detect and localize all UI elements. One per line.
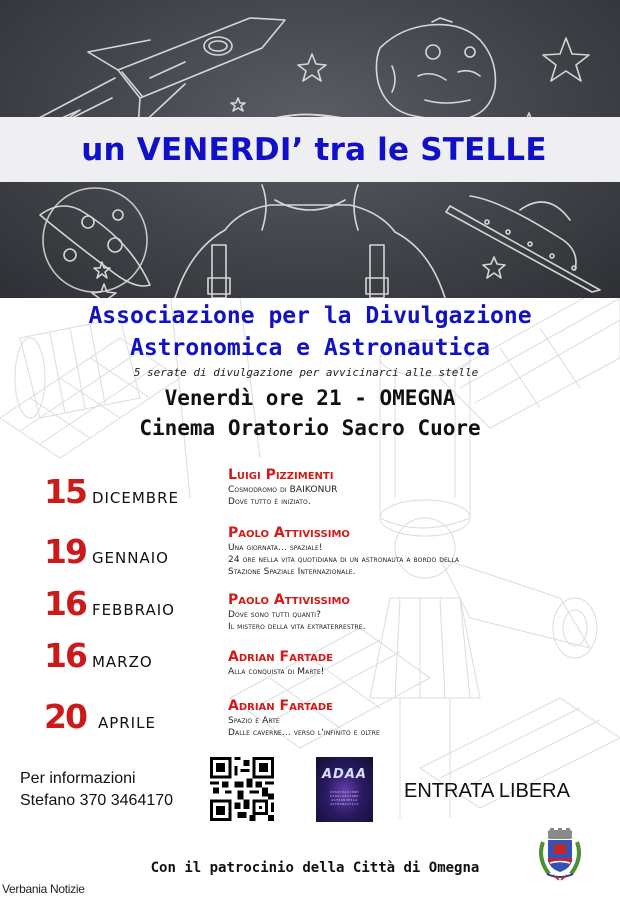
event-title: un VENERDI’ tra le STELLE	[81, 131, 547, 168]
event-talk	[228, 524, 459, 578]
series-subtitle: 5 serate di divulgazione per avvicinarci alle stelle	[133, 366, 479, 379]
event-speaker: Luigi Pizzimenti	[228, 467, 334, 483]
event-description-line: Dalle caverne... verso l'infinito e oltre	[228, 728, 380, 738]
event-description-line: 24 ore nella vita quotidiana di un astronauta a bordo della	[228, 555, 460, 565]
event-speaker: Paolo Attivissimo	[228, 592, 350, 608]
contact-phone: Stefano 370 3464170	[20, 792, 174, 809]
event-description-line: Cosmodromo di BAIKONUR	[228, 485, 338, 495]
event-description-line: Una giornata... spaziale!	[228, 543, 323, 553]
association-name-line2: Astronomica e Astronautica	[129, 335, 491, 361]
event-description-line: Dove sono tutti quanti?	[228, 610, 322, 620]
event-month: FEBBRAIO	[91, 601, 175, 619]
patronage-text: Con il patrocinio della Città di Omegna	[150, 860, 480, 876]
qr-code-icon[interactable]	[210, 757, 274, 821]
event-description-line: Spazio e Arte	[228, 716, 280, 726]
adaa-logo-subtext: ASSOCIAZIONE DIVULGAZIONE ASTRONOMICA ASTRONAUTICA	[330, 790, 359, 806]
event-day: 15	[44, 472, 86, 511]
event-month: DICEMBRE	[91, 489, 179, 507]
source-watermark: Verbania Notizie	[2, 882, 85, 896]
event-talk	[228, 648, 333, 678]
patronage-line	[0, 860, 620, 876]
event-day: 16	[44, 636, 86, 675]
event-speaker: Paolo Attivissimo	[228, 525, 350, 541]
contact-info	[20, 768, 173, 812]
event-date	[44, 697, 156, 736]
event-month: GENNAIO	[91, 549, 169, 567]
venue-name: Cinema Oratorio Sacro Cuore	[139, 416, 481, 440]
event-speaker: Adrian Fartade	[228, 649, 334, 665]
event-talk	[228, 466, 338, 508]
event-day: 20	[44, 697, 86, 736]
event-description-line: Alla conquista di Marte!	[228, 667, 325, 677]
adaa-logo-mark: ADAA	[322, 767, 367, 782]
event-date	[44, 472, 179, 511]
event-date	[44, 584, 175, 623]
event-day: 16	[44, 584, 86, 623]
event-month: APRILE	[97, 714, 156, 732]
event-description-line: Stazione Spaziale Internazionale.	[228, 567, 356, 577]
event-day: 19	[44, 532, 86, 571]
adaa-logo	[316, 757, 373, 822]
event-date	[44, 532, 169, 571]
event-speaker: Adrian Fartade	[228, 698, 334, 714]
event-talk	[228, 591, 366, 633]
omegna-coat-of-arms-icon	[535, 828, 585, 882]
event-description-line: Il mistero della vita extraterrestre.	[228, 622, 366, 632]
event-date	[44, 636, 153, 675]
event-talk	[228, 697, 380, 739]
schedule-time-location: Venerdì ore 21 - OMEGNA	[164, 386, 456, 410]
event-description-line: Dove tutto è iniziato.	[228, 497, 311, 507]
association-name-line1: Associazione per la Divulgazione	[88, 303, 532, 329]
event-month: MARZO	[91, 653, 153, 671]
info-label: Per informazioni	[20, 770, 136, 787]
free-entry-label: ENTRATA LIBERA	[404, 780, 570, 802]
